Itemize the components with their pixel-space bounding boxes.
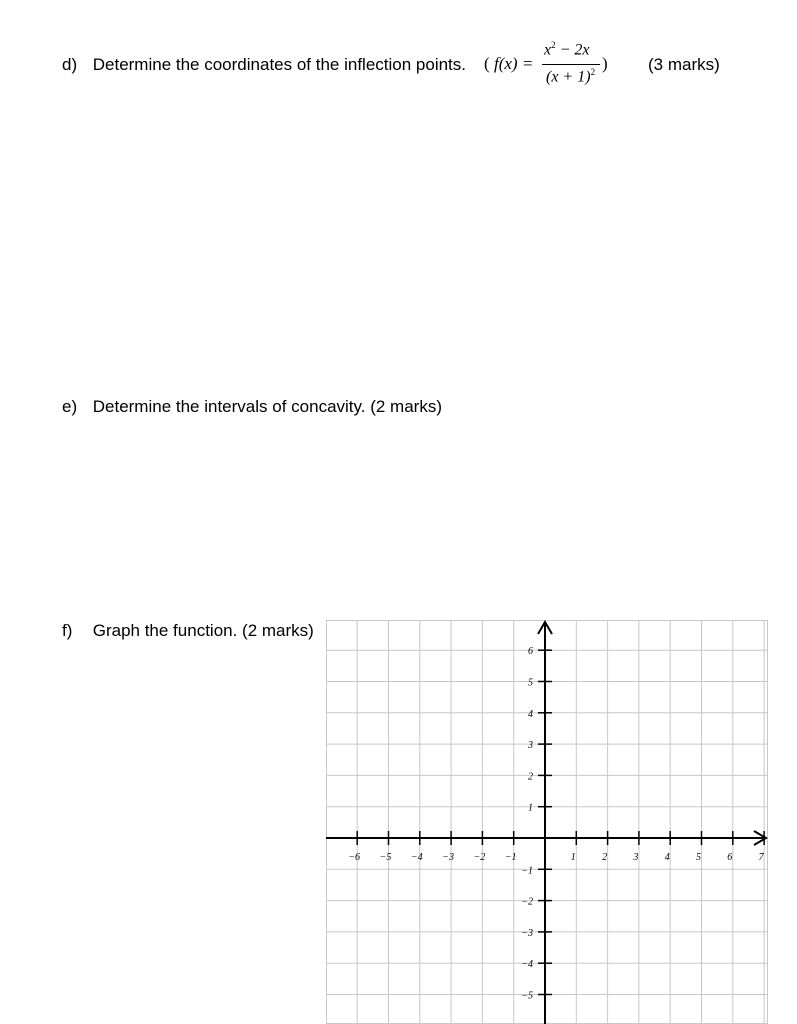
numerator-base: x [544, 41, 552, 59]
y-tick-label: −1 [521, 865, 533, 877]
x-tick-label: 1 [570, 852, 576, 863]
formula-numerator [544, 40, 590, 59]
coordinate-grid[interactable] [326, 620, 768, 1024]
x-tick-label: −4 [410, 852, 423, 863]
x-tick-label: 3 [633, 852, 639, 863]
y-tick-label: 3 [528, 740, 533, 752]
x-tick-label: −2 [473, 852, 486, 863]
numerator-rest: − 2x [555, 41, 590, 59]
function-formula [484, 40, 624, 100]
y-tick-label: 6 [528, 646, 533, 658]
y-tick-label: −5 [521, 990, 533, 1002]
question-f-text: Graph the function. (2 marks) [92, 621, 314, 640]
question-d-marks: (3 marks) [648, 55, 720, 74]
y-tick-label: 5 [528, 677, 533, 689]
question-d-letter: d) [62, 55, 78, 74]
x-tick-label: −1 [504, 852, 517, 863]
question-f-letter: f) [62, 621, 73, 640]
question-e-text: Determine the intervals of concavity. (2 marks) [92, 397, 442, 416]
y-tick-label: −4 [521, 959, 533, 971]
formula-denominator [546, 67, 595, 86]
formula-open-paren: ( [484, 54, 490, 73]
numerator-exponent: 2 [551, 40, 556, 50]
x-tick-label: 6 [727, 852, 733, 863]
question-d [62, 55, 466, 75]
y-tick-label: 1 [528, 802, 533, 814]
x-tick-label: −6 [348, 852, 361, 863]
denominator-base: (x + 1) [546, 68, 591, 86]
x-tick-label: 5 [696, 852, 701, 863]
question-e-letter: e) [62, 397, 78, 416]
x-tick-label: −3 [442, 852, 454, 863]
fraction-bar [542, 64, 600, 65]
y-tick-label: 2 [528, 771, 533, 783]
x-tick-label: 2 [602, 852, 608, 863]
formula-close-paren: ) [602, 54, 608, 73]
denominator-exponent: 2 [590, 67, 596, 77]
formula-lhs: f(x) = [494, 54, 534, 73]
question-d-text: Determine the coordinates of the inflection points. [92, 55, 467, 74]
x-tick-label: 7 [758, 852, 764, 863]
y-tick-label: 4 [528, 708, 533, 720]
question-f [62, 621, 314, 641]
question-e [62, 397, 442, 417]
y-tick-label: −3 [521, 927, 533, 939]
x-tick-label: 4 [664, 852, 670, 863]
y-tick-label: −2 [521, 896, 533, 908]
x-tick-label: −5 [379, 852, 392, 863]
